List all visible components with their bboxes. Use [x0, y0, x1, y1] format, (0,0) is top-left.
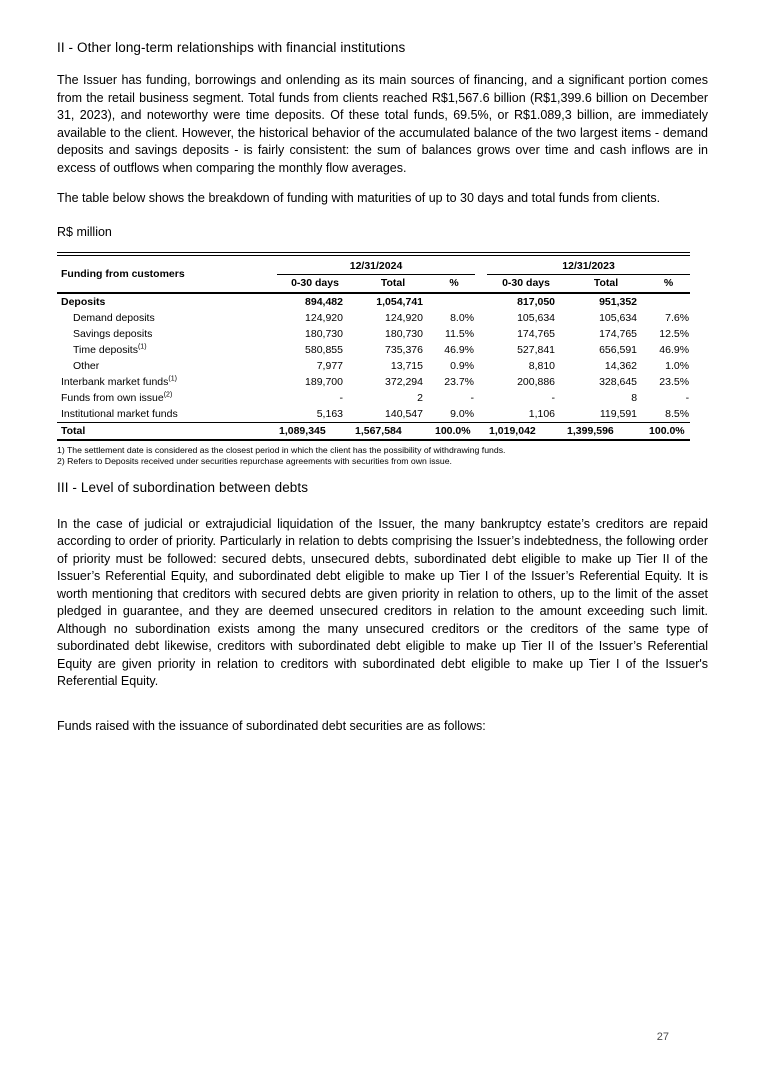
- gap-cell: [475, 374, 487, 390]
- col-2023-total: Total: [565, 274, 647, 293]
- footnote-ref: (1): [168, 375, 177, 382]
- section-iii-paragraph-2: Funds raised with the issuance of subordinated debt securities are as follows:: [57, 718, 486, 733]
- table-row-interbank-market-funds: Interbank market funds$^{(1)}$ 189,700 372,294 23.7% 200,886 328,645 23.5%: [61, 375, 690, 388]
- col-2023-0-30-days: 0-30 days: [487, 274, 565, 293]
- gap-cell: [475, 422, 487, 440]
- row-label: Savings deposits: [73, 327, 153, 340]
- table-row-savings-deposits: Savings deposits 180,730 180,730 11.5% 174,765 174,765 12.5%: [73, 327, 690, 340]
- gap-cell: [475, 390, 487, 406]
- table-row-institutional-market-funds: Institutional market funds 5,163 140,547 9.0% 1,106 119,591 8.5%: [57, 406, 690, 423]
- section-iii-heading: III - Level of subordination between debts: [57, 479, 309, 495]
- table-row-deposits: Deposits 894,482 1,054,741 817,050 951,352: [57, 293, 690, 310]
- section-ii-paragraph-2: The table below shows the breakdown of funding with maturities of up to 30 days and total funds from clients.: [57, 191, 661, 205]
- table-row-funds-from-own-issue: Funds from own issue$^{(2)}$ - 2 - - 8 -: [61, 391, 690, 404]
- col-2023-percent: %: [647, 274, 690, 293]
- section-ii-heading: II - Other long-term relationships with financial institutions: [57, 40, 406, 55]
- row-label: Demand deposits: [73, 311, 155, 324]
- table-row-header-label: Funding from customers: [57, 255, 277, 293]
- gap-cell: [475, 358, 487, 374]
- row-label: Institutional market funds: [61, 407, 178, 420]
- gap-cell: [475, 310, 487, 326]
- total-label: Total: [57, 422, 277, 440]
- col-2024-percent: %: [433, 274, 475, 293]
- gap-cell: [475, 406, 487, 423]
- footnote-ref: (1): [137, 343, 147, 350]
- table-unit-caption: R$ million: [57, 224, 112, 239]
- table-footnotes: [57, 445, 690, 468]
- row-label: Other: [73, 359, 100, 372]
- col-2024-total: Total: [353, 274, 433, 293]
- page-number: 27: [656, 1031, 669, 1043]
- funding-table: [57, 252, 690, 441]
- col-2024-0-30-days: 0-30 days: [277, 274, 353, 293]
- table-row-other: Other 7,977 13,715 0.9% 8,810 14,362 1.0%: [73, 359, 690, 372]
- footnote-2: 2) Refers to Deposits received under securities repurchase agreements with securities from own issue.: [57, 456, 452, 466]
- row-label: Funds from own issue: [61, 391, 164, 404]
- table-row-time-deposits: Time deposits$^{(1)}$ 580,855 735,376 46.9% 527,841 656,591 46.9%: [73, 343, 690, 356]
- gap-cell: [475, 342, 487, 358]
- column-group-gap: [475, 255, 487, 293]
- footnote-ref: (2): [163, 391, 173, 398]
- section-ii-paragraph-1: The Issuer has funding, borrowings and onlending as its main sources of financing, and a significant portion comes from the retail business segment. Total funds from clients reached R$1,567.6 billion (R$1,399.6 billion on December 31, 2023), and noteworthy were time deposits. Of these total funds, 69.5%, or R$1.089,3 billion, are immediately available to the client. However, the historical behavior of the accumulated balance of the two largest items - demand deposits and savings deposits - is fairly consistent: the sum of balances grows over time and cash inflows are in excess of outflows when comparing the monthly flow averages.: [57, 73, 708, 175]
- funding-from-customers-table: [57, 255, 690, 441]
- row-label: Interbank market funds: [61, 375, 169, 388]
- table-row-total: Total 1,089,345 1,567,584 100.0% 1,019,042 1,399,596 100.0%: [57, 422, 690, 440]
- table-group-header-row: [57, 255, 690, 274]
- section-iii-paragraph-1: In the case of judicial or extrajudicial liquidation of the Issuer, the many bankruptcy estate’s creditors are repaid according to order of priority. Particularly in relation to debts comprising the Issuer’s indebtedness, the following order of priority must be followed: secured debts, unsecured debts, subordinated debt eligible to make up Tier II of the Issuer’s Referential Equity, and subordinated debt eligible to make up Tier I of the Issuer’s Referential Equity. It is worth mentioning that creditors with secured debts are given priority in relation to others, up to the limit of the asset pledged in guarantee, and they are deemed unsecured creditors in relation to the amount exceeding such limit. Although no subordination exists among the many unsecured creditors or the creditors of the same type of subordinated debt likewise, creditors with subordinated debt eligible to make up Tier II of the Issuer’s Referential Equity are given priority in relation to creditors with subordinated debt eligible to make up Tier I of the Issuer's Referential Equity.: [57, 516, 708, 688]
- row-label: Deposits: [61, 295, 106, 308]
- gap-cell: [475, 326, 487, 342]
- gap-cell: [475, 293, 487, 310]
- column-group-2023: 12/31/2023: [487, 255, 690, 274]
- table-row-demand-deposits: Demand deposits 124,920 124,920 8.0% 105,634 105,634 7.6%: [73, 311, 690, 324]
- footnote-1: 1) The settlement date is considered as the closest period in which the client has the possibility of withdrawing funds.: [57, 444, 506, 455]
- row-label: Time deposits: [73, 343, 138, 356]
- column-group-2024: 12/31/2024: [277, 255, 475, 274]
